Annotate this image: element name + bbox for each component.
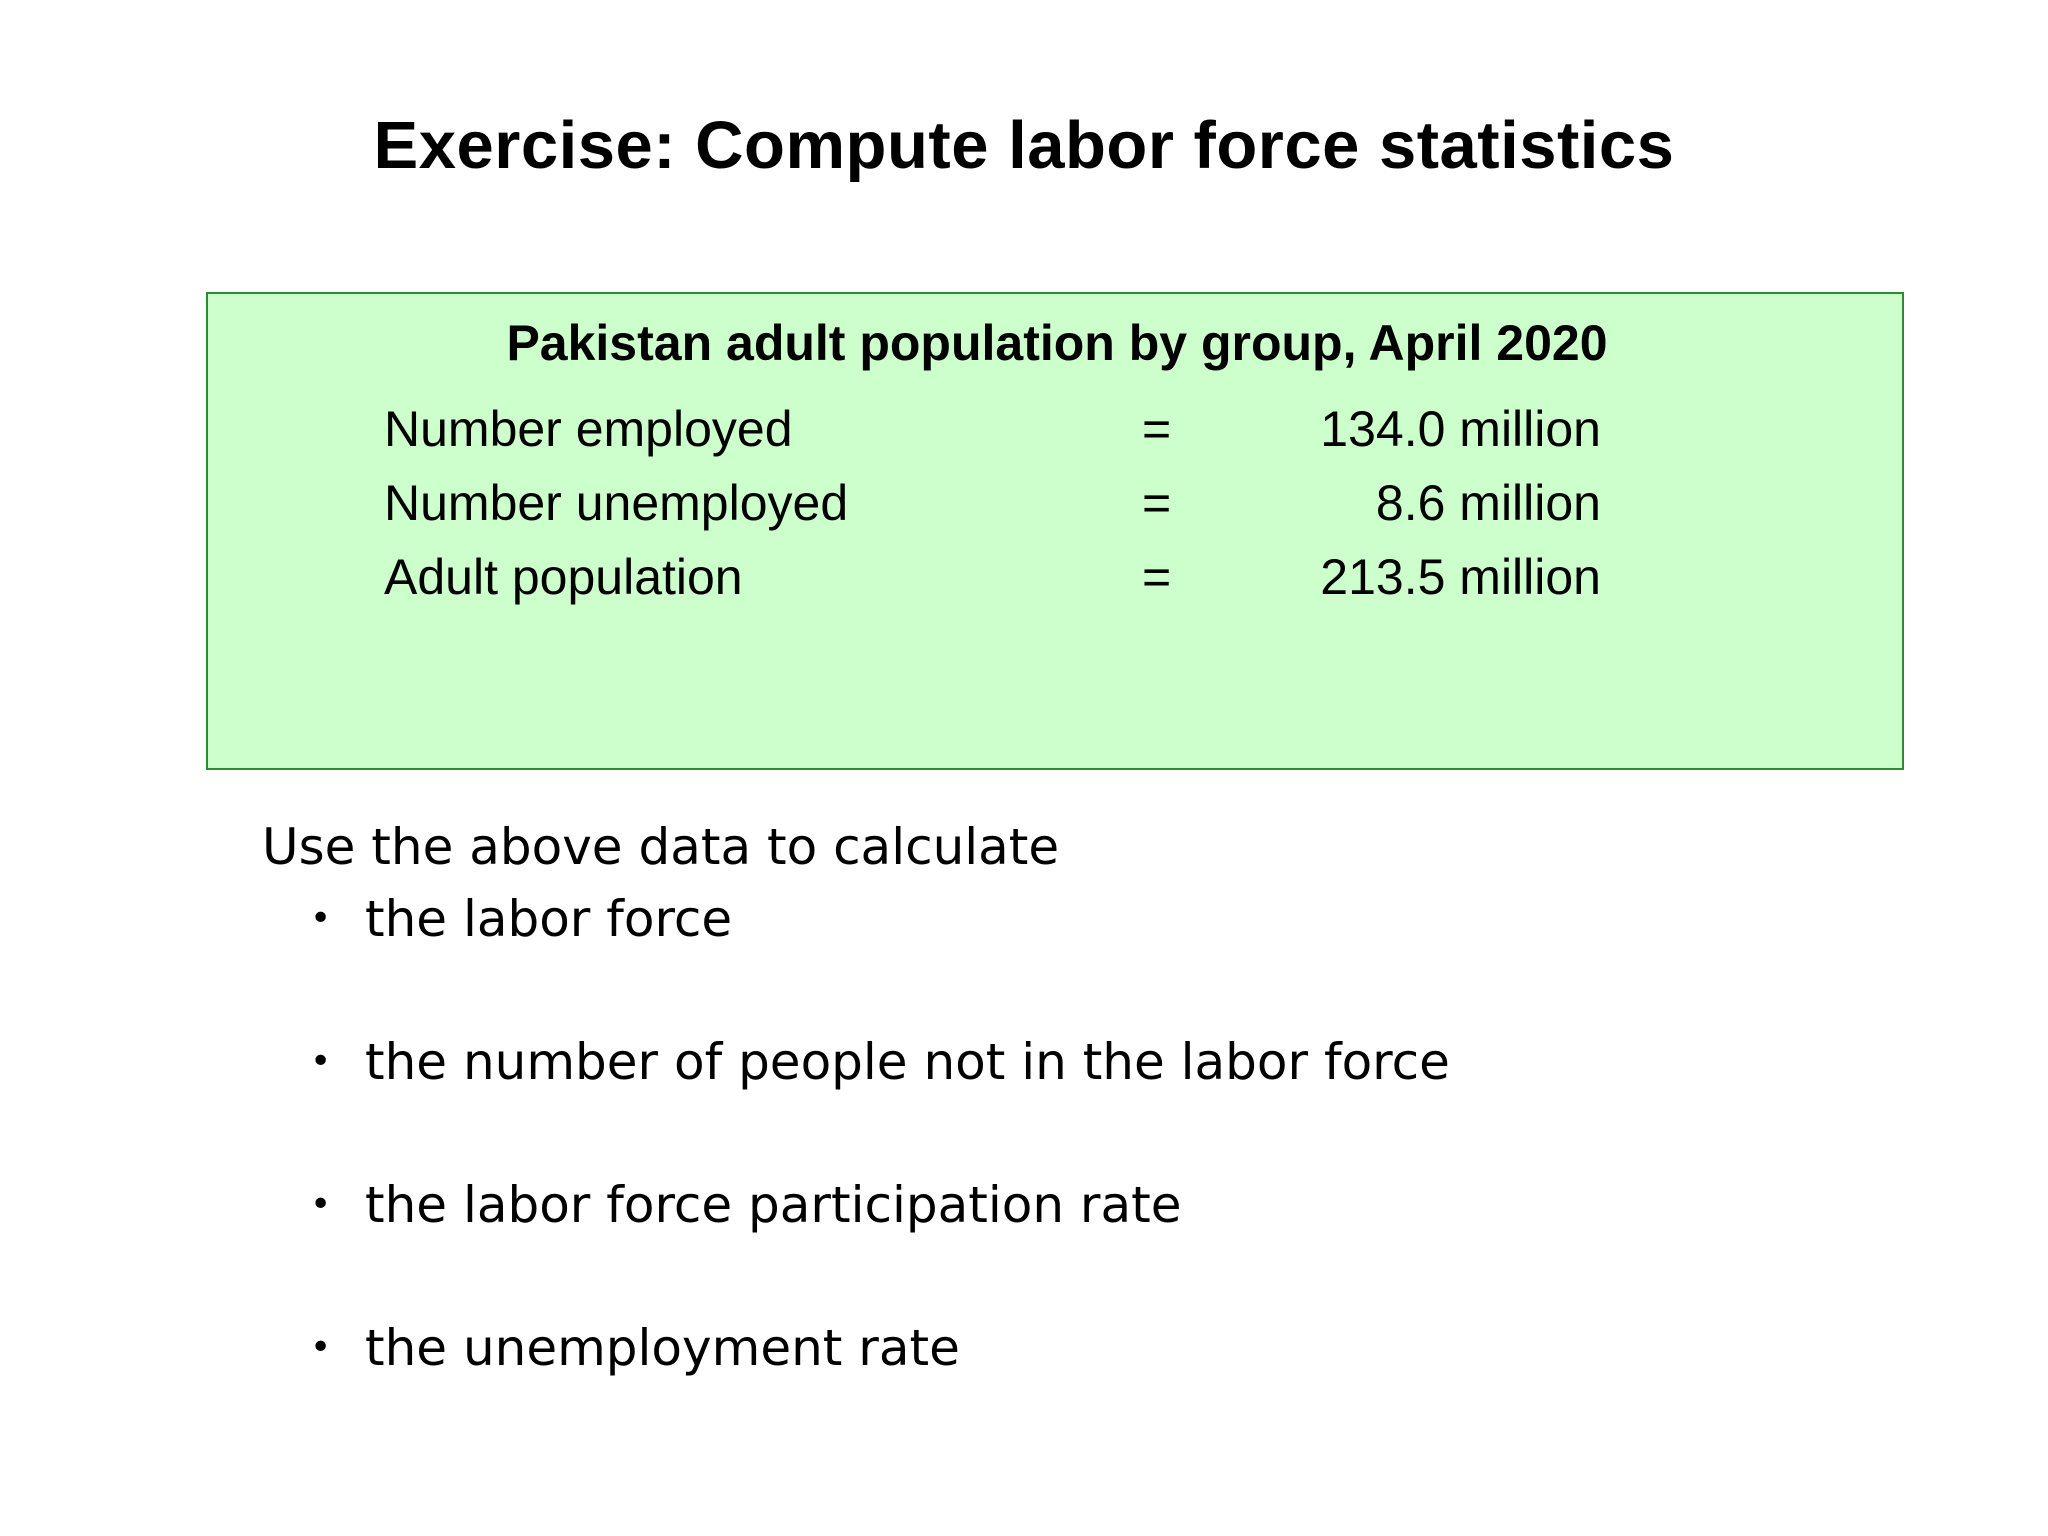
task-item-not-in-labor-force [0,1027,1500,1097]
task-item-unemployment-rate [0,1313,1500,1383]
data-row-label: Number employed [384,401,793,457]
task-item-labor-force [0,884,1500,954]
bullet-icon: • [310,898,332,939]
data-row-label: Adult population [384,549,743,605]
task-text: the labor force [365,890,733,948]
data-row-unemployed [208,466,1906,540]
bullet-icon: • [310,1327,332,1368]
task-text: the number of people not in the labor force [365,1033,1450,1091]
instructions-intro: Use the above data to calculate [262,818,1060,876]
bullet-icon: • [310,1041,332,1082]
data-row-employed [208,392,1906,466]
data-row-label: Number unemployed [384,475,849,531]
bullet-icon: • [310,1184,332,1225]
equals-sign: = [1142,401,1172,457]
data-row-value: 213.5 million [1320,549,1601,605]
data-row-adult-population [208,540,1906,614]
slide-title: Exercise: Compute labor force statistics [373,108,1675,183]
data-box [206,292,1904,770]
data-row-value: 134.0 million [1320,401,1601,457]
task-item-participation-rate [0,1170,1500,1240]
equals-sign: = [1142,549,1172,605]
data-row-value: 8.6 million [1375,475,1601,531]
data-box-heading: Pakistan adult population by group, April 2020 [506,315,1608,371]
task-text: the unemployment rate [365,1319,960,1377]
task-text: the labor force participation rate [365,1176,1182,1234]
equals-sign: = [1142,475,1172,531]
